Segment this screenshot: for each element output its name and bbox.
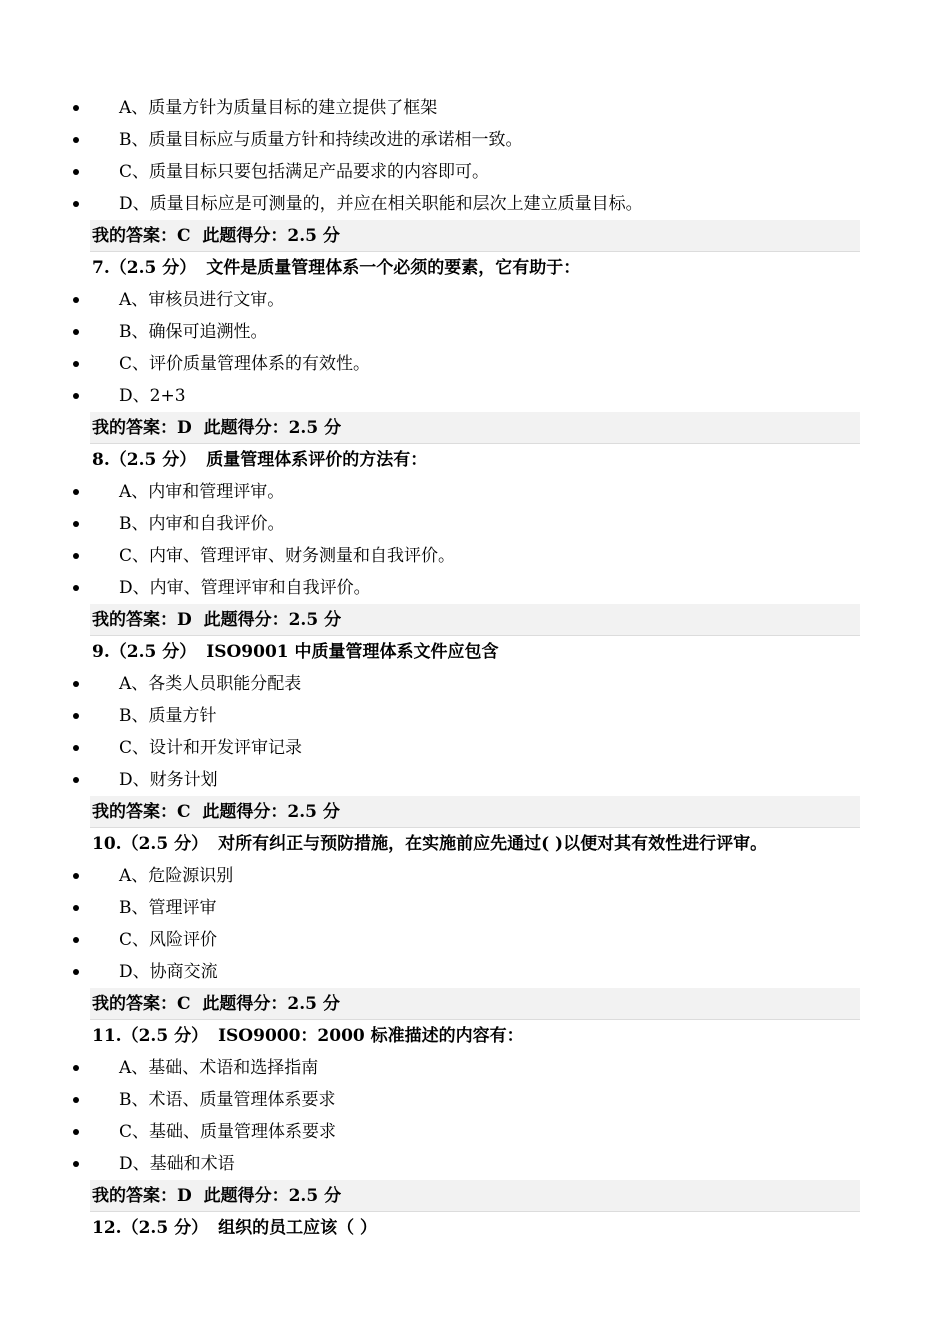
bullet-icon xyxy=(73,905,79,911)
question-number: 11. xyxy=(92,1026,122,1046)
bullet-icon xyxy=(73,521,79,527)
score-value: 2.5 分 xyxy=(287,994,340,1014)
bullet-icon xyxy=(73,1161,79,1167)
bullet-icon xyxy=(73,553,79,559)
bullet-icon xyxy=(73,297,79,303)
bullet-icon xyxy=(73,1097,79,1103)
score-value: 2.5 分 xyxy=(288,610,342,630)
bullet-icon xyxy=(73,1065,79,1071)
answer-bar xyxy=(90,604,860,636)
question-header xyxy=(0,1020,950,1052)
bullet-icon xyxy=(73,777,79,783)
option-item xyxy=(0,668,950,700)
option-item xyxy=(0,380,950,412)
bullet-icon xyxy=(73,137,79,143)
question-points: （2.5 分） xyxy=(109,642,197,662)
answer-value: C xyxy=(177,802,191,822)
answer-bar xyxy=(90,220,860,252)
option-text: B、质量目标应与质量方针和持续改进的承诺相一致。 xyxy=(119,130,523,150)
question-points: （2.5 分） xyxy=(121,834,209,854)
option-item xyxy=(0,156,950,188)
score-label: 此题得分： xyxy=(202,994,288,1014)
bullet-icon xyxy=(73,1129,79,1135)
question-number: 12. xyxy=(92,1218,122,1238)
option-item xyxy=(0,476,950,508)
option-item xyxy=(0,1052,950,1084)
answer-bar xyxy=(90,988,860,1020)
option-text: A、审核员进行文审。 xyxy=(119,290,285,310)
bullet-icon xyxy=(73,393,79,399)
bullet-icon xyxy=(73,169,79,175)
option-item xyxy=(0,188,950,220)
question-number: 7. xyxy=(92,258,110,278)
bullet-icon xyxy=(73,713,79,719)
option-item xyxy=(0,1084,950,1116)
score-label: 此题得分： xyxy=(203,418,289,438)
option-item xyxy=(0,956,950,988)
bullet-icon xyxy=(73,489,79,495)
question-stem: 质量管理体系评价的方法有： xyxy=(206,450,428,470)
bullet-icon xyxy=(73,361,79,367)
question-header xyxy=(0,444,950,476)
question-header xyxy=(0,252,950,284)
option-item xyxy=(0,1116,950,1148)
option-item xyxy=(0,572,950,604)
answer-value: D xyxy=(177,1186,192,1206)
option-item xyxy=(0,732,950,764)
answer-label: 我的答案： xyxy=(92,802,177,822)
bullet-icon xyxy=(73,105,79,111)
option-text: A、危险源识别 xyxy=(119,866,234,886)
question-number: 9. xyxy=(92,642,110,662)
bullet-icon xyxy=(73,329,79,335)
option-text: A、内审和管理评审。 xyxy=(119,482,285,502)
option-item xyxy=(0,892,950,924)
option-item xyxy=(0,860,950,892)
question-number: 8. xyxy=(92,450,110,470)
answer-bar xyxy=(90,796,860,828)
answer-label: 我的答案： xyxy=(92,418,177,438)
answer-label: 我的答案： xyxy=(92,610,177,630)
question-number: 10. xyxy=(92,834,122,854)
score-label: 此题得分： xyxy=(203,610,289,630)
option-text: B、内审和自我评价。 xyxy=(119,514,285,534)
option-text: A、质量方针为质量目标的建立提供了框架 xyxy=(119,98,438,118)
bullet-icon xyxy=(73,681,79,687)
option-text: A、基础、术语和选择指南 xyxy=(119,1058,319,1078)
question-points: （2.5 分） xyxy=(121,1218,209,1238)
question-header xyxy=(0,636,950,668)
bullet-icon xyxy=(73,585,79,591)
option-text: D、财务计划 xyxy=(119,770,218,790)
score-label: 此题得分： xyxy=(202,226,288,246)
answer-value: C xyxy=(177,994,191,1014)
option-item xyxy=(0,348,950,380)
option-item xyxy=(0,540,950,572)
question-stem: 文件是质量管理体系一个必须的要素，它有助于： xyxy=(206,258,581,278)
option-text: B、确保可追溯性。 xyxy=(119,322,268,342)
answer-value: C xyxy=(177,226,191,246)
bullet-icon xyxy=(73,201,79,207)
quiz-page xyxy=(0,92,950,1244)
answer-bar xyxy=(90,1180,860,1212)
question-stem: 对所有纠正与预防措施，在实施前应先通过( )以便对其有效性进行评审。 xyxy=(218,834,768,854)
option-item xyxy=(0,1148,950,1180)
option-text: D、基础和术语 xyxy=(119,1154,235,1174)
question-stem: ISO9000：2000 标准描述的内容有： xyxy=(218,1026,524,1046)
answer-bar xyxy=(90,412,860,444)
option-text: D、协商交流 xyxy=(119,962,218,982)
option-text: B、管理评审 xyxy=(119,898,217,918)
score-label: 此题得分： xyxy=(203,1186,289,1206)
question-header xyxy=(0,828,950,860)
option-text: B、术语、质量管理体系要求 xyxy=(119,1090,336,1110)
question-stem: 组织的员工应该（ ） xyxy=(218,1218,377,1238)
score-label: 此题得分： xyxy=(202,802,288,822)
option-item xyxy=(0,284,950,316)
score-value: 2.5 分 xyxy=(288,418,342,438)
option-text: C、基础、质量管理体系要求 xyxy=(119,1122,337,1142)
option-text: C、内审、管理评审、财务测量和自我评价。 xyxy=(119,546,456,566)
score-value: 2.5 分 xyxy=(287,226,340,246)
answer-label: 我的答案： xyxy=(92,1186,177,1206)
option-text: D、内审、管理评审和自我评价。 xyxy=(119,578,371,598)
option-text: A、各类人员职能分配表 xyxy=(119,674,302,694)
question-points: （2.5 分） xyxy=(109,258,197,278)
answer-value: D xyxy=(177,418,192,438)
bullet-icon xyxy=(73,969,79,975)
option-text: D、2+3 xyxy=(119,386,186,406)
answer-value: D xyxy=(177,610,192,630)
option-text: B、质量方针 xyxy=(119,706,217,726)
option-item xyxy=(0,924,950,956)
option-text: D、质量目标应是可测量的，并应在相关职能和层次上建立质量目标。 xyxy=(119,194,643,214)
option-item xyxy=(0,124,950,156)
answer-label: 我的答案： xyxy=(92,994,177,1014)
score-value: 2.5 分 xyxy=(288,1186,342,1206)
option-text: C、风险评价 xyxy=(119,930,218,950)
question-stem: ISO9001 中质量管理体系文件应包含 xyxy=(206,642,499,662)
option-text: C、评价质量管理体系的有效性。 xyxy=(119,354,371,374)
question-points: （2.5 分） xyxy=(121,1026,209,1046)
option-item xyxy=(0,700,950,732)
option-item xyxy=(0,92,950,124)
option-item xyxy=(0,316,950,348)
bullet-icon xyxy=(73,937,79,943)
option-item xyxy=(0,764,950,796)
question-header xyxy=(0,1212,950,1244)
bullet-icon xyxy=(73,745,79,751)
option-text: C、设计和开发评审记录 xyxy=(119,738,303,758)
answer-label: 我的答案： xyxy=(92,226,177,246)
option-item xyxy=(0,508,950,540)
bullet-icon xyxy=(73,873,79,879)
score-value: 2.5 分 xyxy=(287,802,340,822)
question-points: （2.5 分） xyxy=(109,450,197,470)
option-text: C、质量目标只要包括满足产品要求的内容即可。 xyxy=(119,162,490,182)
